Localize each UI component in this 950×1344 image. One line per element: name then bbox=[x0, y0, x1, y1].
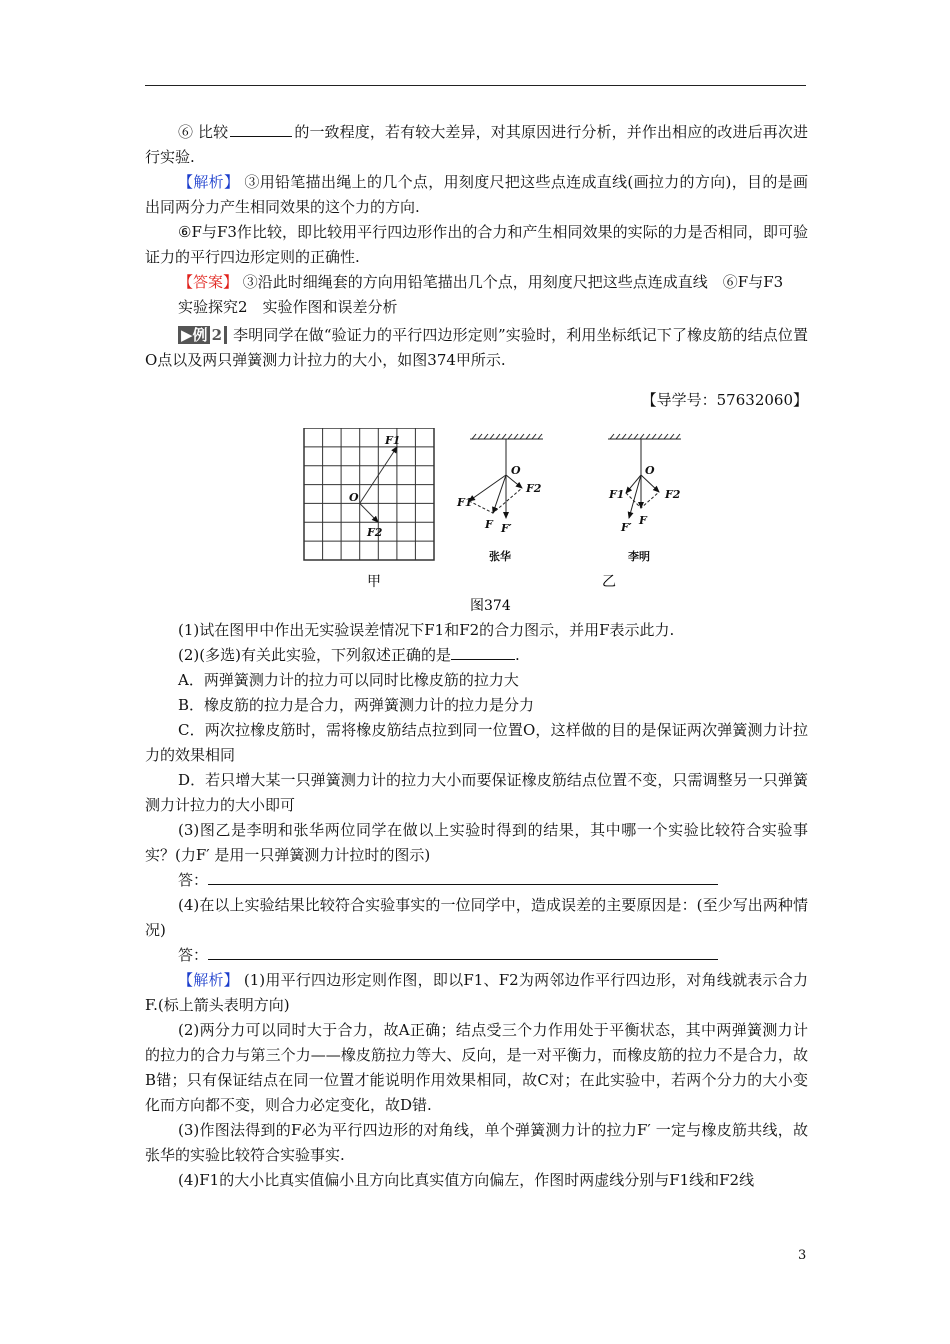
zhanghua-diagram bbox=[469, 434, 543, 518]
question-1: (1)试在图甲中作出无实验误差情况下F1和F2的合力图示，并用F表示此力. bbox=[178, 621, 675, 639]
paragraph: (3)作图法得到的F必为平行四边形的对角线，单个弹簧测力计的拉力F′ 一定与橡皮筋共线，故张华的实验比较符合实验事实. bbox=[145, 1121, 808, 1164]
option-c: C．两次拉橡皮筋时，需将橡皮筋结点拉到同一位置O，这样做的目的是保证两次弹簧测力计拉力的效果相同 bbox=[145, 721, 808, 764]
example-badge: ▶例 2 bbox=[178, 326, 227, 344]
text: ⑥ 比较 bbox=[178, 123, 229, 141]
option-d: D．若只增大某一只弹簧测力计的拉力大小而要保证橡皮筋结点位置不变，只需调整另一只弹簧测力计拉力的大小即可 bbox=[145, 771, 808, 814]
text: (2)(多选)有关此实验，下列叙述正确的是 bbox=[178, 646, 451, 664]
text: 的一致程度，若有较大差异，对其原因进行分析，并作出相应的改进后再次进行实验. bbox=[145, 123, 808, 166]
content bbox=[145, 120, 808, 1193]
analysis bbox=[145, 968, 808, 1018]
grid-diagram bbox=[304, 428, 434, 560]
analysis bbox=[145, 170, 808, 220]
fill-blank bbox=[451, 645, 515, 660]
answer-blank bbox=[208, 868, 718, 885]
analysis-label: 【解析】 bbox=[178, 173, 240, 191]
section-heading: 实验探究2 实验作图和误差分析 bbox=[178, 298, 398, 316]
answer-blank bbox=[208, 943, 718, 960]
paragraph: (2)两分力可以同时大于合力，故A正确；结点受三个力作用处于平衡状态，其中两弹簧测力计的拉力的合力与第三个力——橡皮筋拉力等大、反向，是一对平衡力，而橡皮筋的拉力不是合力，故B错；只有保证结点在同一位置才能说明作用效果相同，故C对；在此实验中，若两个分力的大小变化而方向都不变，则合力必定变化，故D错. bbox=[145, 1021, 808, 1114]
label-F: F bbox=[485, 518, 493, 531]
text: 李明同学在做“验证力的平行四边形定则”实验时，利用坐标纸记下了橡皮筋的结点位置O点以及两只弹簧测力计拉力的大小，如图374甲所示. bbox=[145, 326, 808, 369]
label-O: O bbox=[511, 464, 521, 477]
text: ③沿此时细绳套的方向用铅笔描出几个点，用刻度尺把这些点连成直线 ⑥F与F3 bbox=[242, 273, 784, 291]
label-F1: F1 bbox=[609, 488, 625, 501]
figure-374 bbox=[145, 428, 808, 618]
label-F2: F2 bbox=[665, 488, 681, 501]
label-O: O bbox=[645, 464, 655, 477]
answer-label: 答： bbox=[178, 946, 209, 964]
analysis-label: 【解析】 bbox=[178, 971, 239, 989]
text: . bbox=[514, 646, 520, 664]
label-O: O bbox=[349, 491, 359, 504]
answer-label: 答： bbox=[178, 871, 209, 889]
label-F1: F1 bbox=[385, 434, 401, 447]
answer-line bbox=[145, 943, 808, 968]
figure-caption: 图374 bbox=[470, 598, 511, 614]
answer bbox=[145, 270, 808, 295]
header-rule bbox=[145, 85, 806, 86]
label-F-prime: F′ bbox=[501, 522, 512, 535]
paragraph: (4)F1的大小比真实值偏小且方向比真实值方向偏左，作图时两虚线分别与F1线和F2线 bbox=[178, 1171, 755, 1189]
answer-line bbox=[145, 868, 808, 893]
example-label: 例 bbox=[192, 326, 208, 344]
fill-blank bbox=[230, 122, 292, 137]
page-number: 3 bbox=[798, 1248, 807, 1263]
guide-number: 【导学号：57632060】 bbox=[641, 391, 808, 409]
label-yi: 乙 bbox=[602, 574, 616, 590]
question-2 bbox=[145, 643, 808, 668]
text: (1)用平行四边形定则作图，即以F1、F2为两邻边作平行四边形，对角线就表示合力F.(标上箭头表明方向) bbox=[145, 971, 808, 1014]
text: ③用铅笔描出绳上的几个点，用刻度尺把这些点连成直线(画拉力的方向)，目的是画出同两分力产生相同效果的这个力的方向. bbox=[145, 173, 808, 216]
label-F-prime: F′ bbox=[621, 521, 632, 534]
figure-svg bbox=[145, 428, 808, 618]
paragraph: ⑥F与F3作比较，即比较用平行四边形作出的合力和产生相同效果的实际的力是否相同，即可验证力的平行四边形定则的正确性. bbox=[145, 223, 808, 266]
label-jia: 甲 bbox=[367, 574, 381, 590]
example-number: 2 bbox=[211, 326, 222, 344]
label-F1: F1 bbox=[457, 496, 473, 509]
label-F2: F2 bbox=[367, 526, 383, 539]
label-liming: 李明 bbox=[628, 550, 650, 563]
paragraph bbox=[145, 120, 808, 170]
label-F2: F2 bbox=[526, 482, 542, 495]
option-b: B．橡皮筋的拉力是合力，两弹簧测力计的拉力是分力 bbox=[178, 696, 535, 714]
answer-label: 【答案】 bbox=[178, 273, 239, 291]
example-stem bbox=[145, 323, 808, 373]
label-zhanghua: 张华 bbox=[489, 550, 511, 563]
question-4: (4)在以上实验结果比较符合实验事实的一位同学中，造成误差的主要原因是：(至少写出两种情况) bbox=[145, 896, 808, 939]
label-F: F bbox=[639, 514, 647, 527]
option-a: A．两弹簧测力计的拉力可以同时比橡皮筋的拉力大 bbox=[178, 671, 519, 689]
question-3: (3)图乙是李明和张华两位同学在做以上实验时得到的结果，其中哪一个实验比较符合实验事实？(力F′ 是用一只弹簧测力计拉时的图示) bbox=[145, 821, 808, 864]
